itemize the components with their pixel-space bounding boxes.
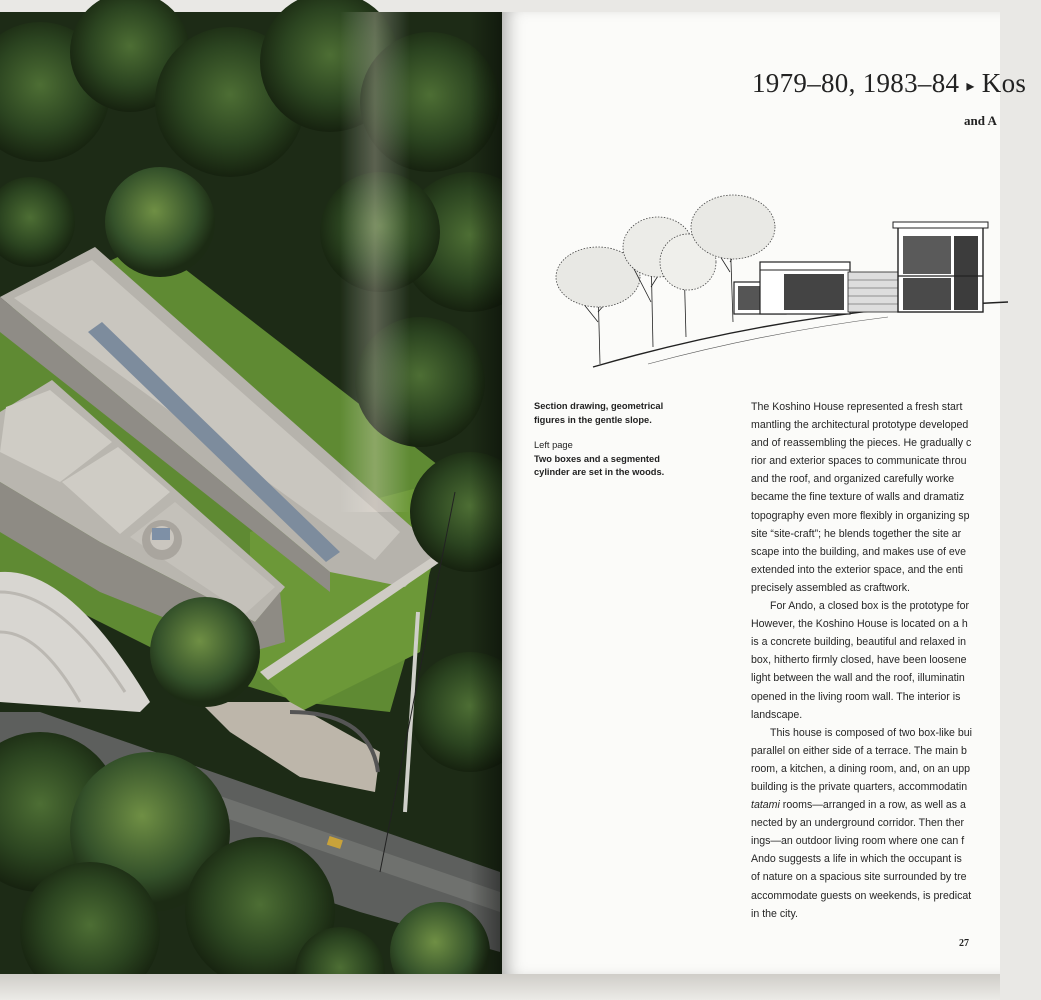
body-line: in the city. [751, 907, 798, 920]
title-years: 1979–80, 1983–84 [752, 68, 960, 98]
body-line: box, hitherto firmly closed, have been loosene [751, 654, 967, 667]
body-line: extended into the exterior space, and the enti [751, 563, 964, 576]
body-line: nected by an underground corridor. Then ther [751, 817, 964, 830]
body-line: is a concrete building, beautiful and relaxed in [751, 636, 966, 649]
body-line: room, a kitchen, a dining room, and, on an upp [751, 762, 971, 775]
chapter-subtitle: and A [964, 113, 997, 128]
text-page [502, 12, 1027, 974]
body-line: precisely assembled as craftwork. [751, 581, 910, 594]
body-line: opened in the living room wall. The interior is [751, 690, 961, 703]
left-page-caption: Two boxes and a segmented cylinder are set in the woods. [534, 453, 665, 477]
aerial-photo-illustration [0, 12, 502, 974]
body-line: mantling the architectural prototype developed [751, 419, 969, 432]
body-text [751, 398, 1041, 923]
body-line: light between the wall and the roof, illuminatin [751, 672, 965, 685]
body-line: However, the Koshino House is located on a h [751, 618, 968, 631]
figure-captions [534, 400, 669, 480]
body-line: of nature on a spacious site surrounded by tre [751, 871, 967, 884]
body-line: Ando suggests a life in which the occupant is [751, 853, 962, 866]
aerial-photo [0, 12, 502, 974]
page-number: 27 [959, 938, 969, 949]
body-line: and the roof, and organized carefully worke [751, 473, 955, 486]
body-line: scape into the building, and makes use of eve [751, 545, 966, 558]
body-line: For Ando, a closed box is the prototype for [770, 600, 970, 613]
body-line: parallel on either side of a terrace. The main b [751, 744, 967, 757]
chapter-title [752, 68, 1026, 99]
body-line: ings—an outdoor living room where one can f [751, 835, 965, 848]
page-bottom-edge [0, 974, 1000, 1000]
title-separator-icon: ▸ [966, 77, 975, 95]
body-line: tatami rooms—arranged in a row, as well as a [751, 799, 966, 812]
body-line: site “site-craft”; he blends together the site ar [751, 527, 962, 540]
title-name: Kos [981, 68, 1027, 98]
body-line: and of reassembling the pieces. He gradually c [751, 437, 972, 450]
body-line: accommodate guests on weekends, is predicat [751, 889, 972, 902]
section-drawing-caption: Section drawing, geometrical figures in the gentle slope. [534, 401, 664, 425]
body-line: became the fine texture of walls and dramatiz [751, 491, 965, 504]
left-page-label: Left page [534, 440, 573, 450]
body-line: topography even more flexibly in organizing sp [751, 509, 970, 522]
body-line: This house is composed of two box-like bui [770, 726, 972, 739]
body-line: The Koshino House represented a fresh start [751, 401, 963, 413]
body-line: building is the private quarters, accommodatin [751, 780, 968, 793]
body-line: landscape. [751, 708, 803, 721]
body-line: rior and exterior spaces to communicate throu [751, 455, 967, 468]
section-drawing [548, 192, 1008, 377]
